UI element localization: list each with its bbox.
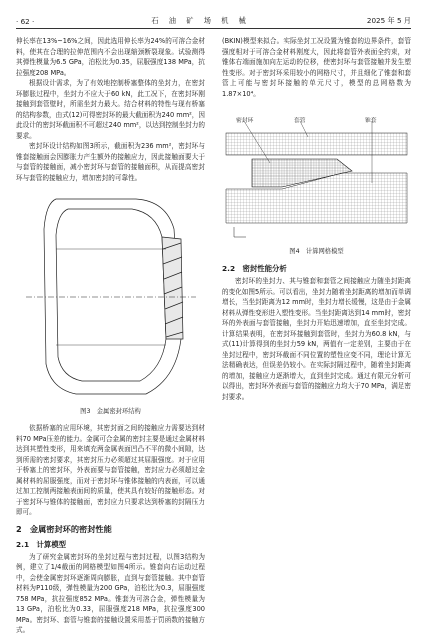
section-2-1-title: 2.1 计算模型 — [16, 539, 67, 549]
section-2-2-title: 2.2 密封性能分析 — [222, 264, 287, 273]
paragraph: 密封环设计结构如图3所示，截面积为236 mm²，密封环与锥套接触面会因膨胀力产生额外的接触应力，因此接触面要大于与套管的接触面，减小密封环与套管的接触面积，从而提高密封环与套管的接触应力，增加密封的可靠性。 — [16, 142, 205, 182]
paragraph: 伸长率在13%~16%之间，因此选用伸长率为24%的可溶合金材料，使其在合理的拉伸范围内不会出现缩颈断裂现象。试验测得其弹性模量为6.5 GPa，泊松比为0.35，屈服强度138 MPa，抗拉强度208 MPa。 — [16, 37, 205, 77]
section-2-title: 2 金属密封环的密封性能 — [16, 523, 112, 534]
label-cone: 锥套 — [365, 118, 377, 124]
seal-ring-inner-outline — [56, 209, 166, 381]
header-rule — [16, 28, 411, 29]
casing-mesh — [226, 133, 407, 155]
paragraph: (BKIN)模型来拟合。实际坐封工况设置为锥套的边界条件，套管强度相对于可溶合金材料刚度大，因此将套管外表面全约束，对锥体右端面施加向左运动的位移，使密封环与套管接触并发生塑性变形。对于密封环采用较小的网格尺寸，并且细化了锥套和套管上可能与密封环接触的单元尺寸，模型的总网格数为1.87×10⁴。 — [222, 37, 411, 98]
paragraph: 为了研究金属密封环的坐封过程与密封过程，以图3结构为例，建立了1/4截面的网格模型如图4所示。锥套向右运动过程中，会使金属密封环逐渐周向膨胀，直到与套管接触。其中套管材料为P110级，弹性模量为200 GPa，泊松比为0.3，屈服强度758 MPa，抗拉强度852 MPa。锥套为可溶合金，弹性模量为13 GPa，泊松比为0.33，屈服强度218 MPa，抗拉强度300 MPa。密封环、套管与锥套的接触设置采用基于罚函数的接触方式。 — [16, 552, 205, 634]
label-casing: 套管 — [294, 118, 306, 124]
axis-triad-icon — [234, 227, 246, 237]
paragraph: 密封环的坐封力、其与锥套和套管之间接触应力随坐封距离的变化如图5所示。可以看出，坐封力随着坐封距离的增加而单调增长，当坐封距离为12 mm时，坐封力增长缓慢，这是由于金属材料从弹性变形进入塑性变形。当坐封距离达到14 mm时，密封环的外表面与套管接触，坐封力开始迅速增加，直至坐封完成。计算结果表明，在密封环接触到套管时，坐封力为60.8 kN，与式(11)计算得到的坐封力59 kN，两值有一定差别，主要由于在坐封过程中，密封环截面不同位置的塑性应变不同，理论计算无法精确表达，但误差仍较小。在实际封隔过程中，随着坐封距离的增加，接触应力逐渐增大，直到坐封完成。通过有限元分析可以得出，密封环外表面与套管的接触应力均大于70 MPa，满足密封要求。 — [222, 277, 411, 401]
left-column — [16, 36, 205, 636]
seal-ring-outline — [44, 199, 181, 394]
figure-4-mesh-model — [222, 103, 411, 245]
paragraph: 依据桥塞的应用环境，其密封面之间的接触应力需要达到材料70 MPa压差的能力。金属可合金属的密封主要是通过金属材料达到其塑性变形，用来填充两金属表面凹凸不平的微小间隙，达到所需的密封要求，其密封压力必须超过其屈服强度。对于应用于桥塞上的密封环，外表面要与套管接触，密封应力必须超过金属材料的屈服强度，而对于密封环与锥体接触的内表面，可以通过加工控制两接触表面间的质量，使其具有较好的接触形态。对于密封环与锥体的接触面，密封应力只要求达到桥塞的封隔压力即可。 — [16, 424, 205, 516]
paragraph: 根据设计需求，为了有效地控制桥塞整体的坐封力，在密封环膨胀过程中，坐封力不应大于60 kN，此工况下，在密封环刚接触到套管壁时，所需坐封力最大。结合材料的特性与现有桥塞的结构参数，由式(12)可得密封环的最大截面积为240 mm²，因此设计的密封环截面积不可超过240 mm²，以达到控制坐封力的要求。 — [16, 79, 205, 140]
label-seal-ring: 密封环 — [236, 118, 254, 124]
right-column — [222, 36, 411, 402]
issue-date: 2025 年 5 月 — [366, 16, 411, 25]
journal-name: 石 油 矿 场 机 械 — [151, 16, 250, 25]
figure-3-seal-ring — [16, 189, 205, 405]
seal-ring-drawing — [16, 189, 205, 405]
figure-4-caption: 图4 计算网格模型 — [289, 248, 344, 255]
page-header — [16, 14, 411, 26]
page-number: · 62 · — [16, 17, 35, 26]
figure-3-caption: 图3 金属密封环结构 — [80, 408, 141, 415]
mesh-model-drawing — [222, 103, 411, 245]
